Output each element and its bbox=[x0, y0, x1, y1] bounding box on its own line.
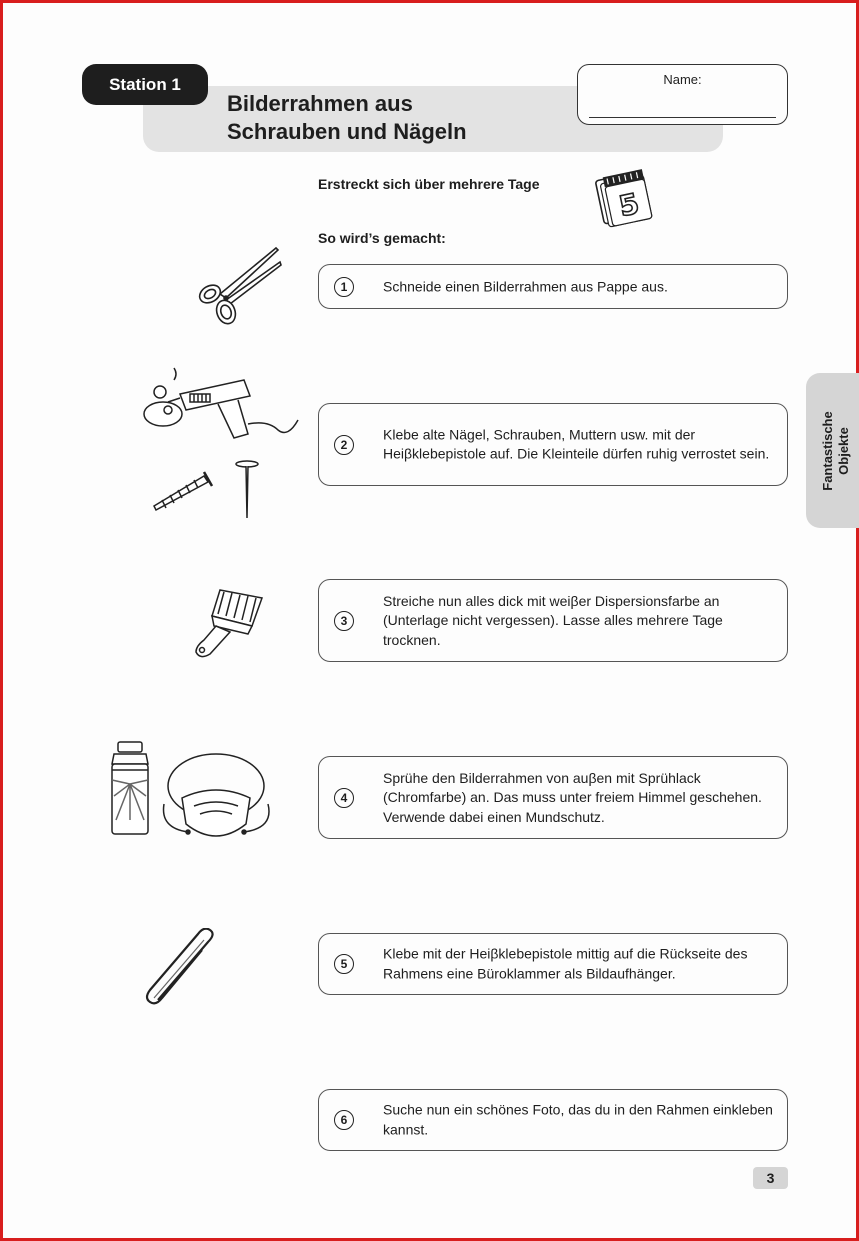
title-line-1: Bilderrahmen aus bbox=[227, 91, 413, 116]
step-4-box bbox=[318, 756, 788, 839]
step-2-number: 2 bbox=[334, 435, 354, 455]
step-5-number: 5 bbox=[334, 954, 354, 974]
howto-heading: So wird’s gemacht: bbox=[318, 230, 446, 246]
step-3-text: Streiche nun alles dick mit weiβer Dispersionsfarbe an (Unterlage nicht vergessen). Lasse alles mehrere Tage trocknen. bbox=[383, 592, 723, 648]
name-write-line[interactable] bbox=[589, 117, 776, 118]
step-1-number: 1 bbox=[334, 277, 354, 297]
spray-can-icon bbox=[106, 740, 154, 838]
name-box[interactable] bbox=[577, 64, 788, 125]
chapter-tab[interactable] bbox=[806, 373, 859, 528]
page-number: 3 bbox=[753, 1167, 788, 1189]
step-2-box bbox=[318, 403, 788, 486]
glue-gun-icon bbox=[138, 366, 303, 446]
paintbrush-icon bbox=[190, 580, 270, 662]
duration-note: Erstreckt sich über mehrere Tage bbox=[318, 176, 540, 192]
page-title bbox=[227, 90, 467, 146]
step-2-text: Klebe alte Nägel, Schrauben, Muttern usw. mit der Heiβklebepistole auf. Die Kleinteile dürfen ruhig verrostet sein. bbox=[383, 426, 770, 462]
step-5-box bbox=[318, 933, 788, 995]
chapter-tab-label bbox=[820, 411, 852, 490]
chapter-tab-line-1: Fantastische bbox=[820, 410, 835, 491]
name-label: Name: bbox=[663, 72, 702, 87]
step-4-number: 4 bbox=[334, 788, 354, 808]
calendar-icon bbox=[585, 160, 657, 232]
step-5-text: Klebe mit der Heiβklebepistole mittig auf die Rückseite des Rahmens eine Büroklammer als Bildaufhänger. bbox=[383, 945, 748, 981]
face-mask-icon bbox=[160, 748, 275, 848]
step-6-number: 6 bbox=[334, 1110, 354, 1130]
title-line-2: Schrauben und Nägeln bbox=[227, 119, 467, 144]
calendar-number: 5 bbox=[616, 186, 643, 224]
station-badge: Station 1 bbox=[82, 64, 208, 105]
step-1-text: Schneide einen Bilderrahmen aus Pappe aus. bbox=[383, 277, 668, 294]
paperclip-icon bbox=[140, 928, 222, 1010]
screw-and-nail-icon bbox=[148, 460, 263, 522]
chapter-tab-line-2: Objekte bbox=[836, 426, 851, 475]
step-1-box bbox=[318, 264, 788, 309]
step-4-text: Sprühe den Bilderrahmen von auβen mit Sprühlack (Chromfarbe) an. Das muss unter freiem Himmel geschehen. Verwende dabei einen Mundschutz. bbox=[383, 769, 762, 825]
step-6-box bbox=[318, 1089, 788, 1151]
step-6-text: Suche nun ein schönes Foto, das du in den Rahmen einkleben kannst. bbox=[383, 1101, 773, 1137]
step-3-number: 3 bbox=[334, 611, 354, 631]
step-3-box bbox=[318, 579, 788, 662]
scissors-icon bbox=[190, 242, 285, 332]
